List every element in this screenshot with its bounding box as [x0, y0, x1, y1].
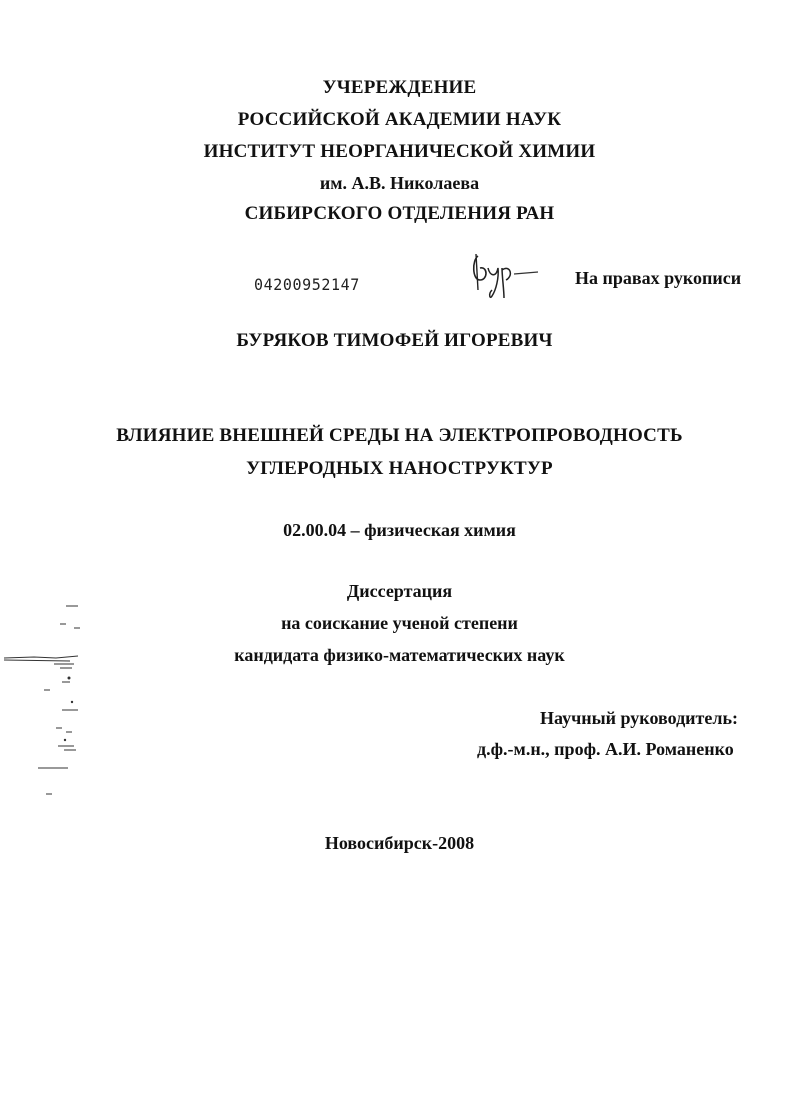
signature-icon	[466, 250, 546, 310]
degree-line-1: Диссертация	[346, 581, 453, 601]
scan-artifacts	[0, 590, 110, 810]
institution-line-1: УЧЕРЕЖДЕНИЕ	[322, 77, 477, 98]
supervisor-label: Научный руководитель:	[540, 708, 738, 728]
thesis-title-line-1: ВЛИЯНИЕ ВНЕШНЕЙ СРЕДЫ НА ЭЛЕКТРОПРОВОДНОСТЬ	[116, 425, 683, 446]
institution-line-3: ИНСТИТУТ НЕОРГАНИЧЕСКОЙ ХИМИИ	[203, 141, 596, 162]
author-name: БУРЯКОВ ТИМОФЕЙ ИГОРЕВИЧ	[236, 330, 553, 351]
city-year: Новосибирск-2008	[324, 833, 475, 853]
degree-line-2: на соискание ученой степени	[281, 613, 518, 633]
degree-line-3: кандидата физико-математических наук	[234, 645, 565, 665]
thesis-title-line-2: УГЛЕРОДНЫХ НАНОСТРУКТУР	[246, 458, 553, 479]
specialty: 02.00.04 – физическая химия	[283, 520, 516, 540]
supervisor-name: д.ф.-м.н., проф. А.И. Романенко	[477, 739, 734, 759]
registry-code: 04200952147	[254, 275, 360, 295]
institution-line-2: РОССИЙСКОЙ АКАДЕМИИ НАУК	[237, 109, 562, 130]
rights-note: На правах рукописи	[575, 268, 742, 288]
institution-line-5: СИБИРСКОГО ОТДЕЛЕНИЯ РАН	[244, 203, 555, 224]
institution-line-4: им. А.В. Николаева	[319, 173, 480, 193]
